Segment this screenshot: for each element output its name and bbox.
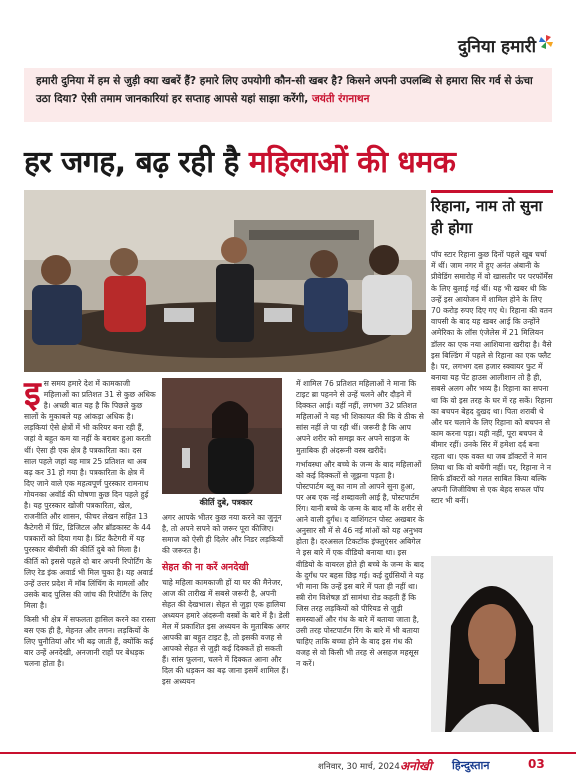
photo-caption: कीर्ति दुबे, पत्रकार: [199, 498, 253, 507]
main-headline: [24, 140, 552, 182]
sidebar-title: रिहाना, नाम तो सुना ही होगा: [431, 190, 553, 239]
supplement-logo: अनोखी: [400, 759, 432, 773]
sidebar-story: [431, 190, 553, 507]
article-paragraph: में शामिल 76 प्रतिशत महिलाओं ने माना कि टाइट ब्रा पहनने से उन्हें चलने और दौड़ने में दिक्कत आई। वहीं नहीं, लगभग 32 प्रतिशत महिलाओं ने यह भी शिकायत की कि वे ठीक से सांस नहीं ले पा रही थीं। जरूरी है कि आप अपने शरीर को समझ कर अपने साइज के मुताबिक ही अंदरूनी वस्त्र खरीदें।: [296, 379, 424, 455]
page-header: [0, 0, 576, 58]
sidebar-body: पॉप स्टार रिहाना कुछ दिनों पहले खूब चर्चा में थीं। जाम नगर में हुए अनंत अंबानी के प्रीवेडिंग समारोह में वो खासतौर पर परफॉर्मेंस के लिए बुलाई गई थीं। यह भी खबर थी कि उन्हें इस आयोजन में शामिल होने के लिए 70 करोड़ रुपए दिए गए थे। रिहाना की वतन वापसी के बाद यह खबर आई कि उन्होंने अमेरिका के लॉस एंजेलेस में 21 मिलियन डॉलर का एक नया आशियाना खरीदा है। वैसे इस बिल्डिंग में पहले से रिहाना का एक फ्लैट है। पर, लगभग दस हजार स्क्वायर फुट में बनाया यह पेंट हाउस आलीशान तो है ही, सबसे अलग और भव्य है। रिहाना का सपना था कि वो इस तरह के घर में रह सकें। रिहाना का बचपन बेहद दुखद था। पिता शराबी थे और घर चलाने के लिए रिहाना को बचपन से काम करना पड़ा। यही नहीं, पूरा बचपन वे बीमार रहीं। उनके सिर में हमेशा दर्द बना रहता था। एक वक्त था जब डॉक्टरों ने मान लिया था कि वो बचेंगी नहीं। पर, रिहाना ने न सिर्फ डॉक्टरों को गलत साबित किया बल्कि अपनी जिजीविषा से एक बेहद सफल पॉप स्टार भी बनीं।: [431, 250, 553, 506]
intro-box: [24, 68, 552, 122]
article-paragraph: अगर आपके भीतर कुछ नया करने का जुनून है, तो अपने सपने को जरूर पूरा कीजिए। समाज को ऐसी ही दिलेर और निडर लड़कियों की जरूरत है।: [162, 513, 284, 556]
newspaper-logo: हिन्दुस्तान: [452, 759, 490, 772]
pinwheel-icon: [538, 34, 554, 50]
headline-part1: हर जगह, बढ़ रही है: [24, 145, 249, 180]
article-column-3: [296, 378, 424, 672]
section-title: दुनिया हमारी: [458, 37, 536, 57]
page-number: 03: [528, 757, 545, 771]
article-paragraph: गर्भावस्था और बच्चे के जन्म के बाद महिलाओं को कई दिक्कतों से जूझना पड़ता है। पोस्टपार्टम ब्लू का नाम तो आपने सुना हुआ, पर अब एक नई शब्दावली आई है, पोस्टपार्टम रिंग। यानी बच्चे के जन्म के बाद माँ के शरीर से आने वाली दुर्गंध। द वाशिंगटन पोस्ट अखबार के अनुसार सौ में से 46 नई मांओं को यह अनुभव होता है। दरअसल टिकटॉक इंफ्लुएंसर अबिगेल ने इस बारे में एक वीडियो बनाया था। इस वीडियो के वायरल होते ही बच्चे के जन्म के बाद के दुर्गंध पर बहस छिड़ गई। कई दुर्ग्रसियों ने यह भी माना कि उन्हें इस बारे में पता ही नहीं था। स्त्री रोग विशेषज्ञ डॉ सामंथा रोड कहती हैं कि जिस तरह लड़कियों को पीरियड से जुड़ी समस्याओं और गंध के बारे में बताया जाता है, उसी तरह पोस्टपार्टम रिंग के बारे में भी बताया चाहिए ताकि बच्चा होने के बाद इस गंध की वजह से वो किसी भी तरह से असहज महसूस न करें।: [296, 459, 425, 669]
journalist-photo: [162, 378, 282, 494]
author-byline: जयंती रंगनाथन: [311, 93, 370, 105]
article-paragraph: किसी भी क्षेत्र में सफलता हासिल करने का रास्ता बस एक ही है, मेहनत और लगन। लड़कियों के लिए चुनौतियां और भी बढ़ जाती हैं, क्योंकि कई बार उन्हें अनदेखी, अनजानी राहों पर बेधड़क चलना होता है।: [24, 614, 156, 669]
section-subhead: सेहत की ना करें अनदेखी: [162, 562, 249, 574]
boardroom-photo: [24, 190, 426, 372]
drop-cap: इ: [24, 374, 41, 414]
article-paragraph: चाहे महिला कामकाजी हों या घर की मैनेजर, आज की तारीख में सबसे जरूरी है, अपनी सेहत की देखभाल। सेहत से जुड़ा एक हालिया अध्ययन हमारे अंदरूनी वस्त्रों के बारे में है। डेली मेल में प्रकाशित इस अध्ययन के मुताबिक अगर आपकी ब्रा बहुत टाइट है, तो इसकी वजह से आपको सेहत से जुड़ी कई दिक्कतें हो सकती हैं। सांस फूलना, चलने में दिक्कत आना और दिल की धड़कन का बढ़ जाना इसमें शामिल हैं। इस अध्ययन: [162, 577, 290, 687]
article-column-2: [162, 378, 290, 691]
article-column-1: [24, 374, 156, 672]
page-footer: [0, 752, 576, 777]
headline-part2: महिलाओं की धमक: [248, 145, 456, 180]
intro-text: हमारी दुनिया में हम से जुड़ी क्या खबरें हैं? हमारे लिए उपयोगी कौन-सी खबर है? किसने अपनी उपलब्धि से हमारा सिर गर्व से ऊंचा उठा दिया? ऐसी तमाम जानकारियां हर सप्ताह आपसे यहां साझा करेंगी,: [36, 75, 533, 105]
rihanna-portrait: [431, 556, 553, 732]
article-paragraph: इस समय हमारे देश में कामकाजी महिलाओं का प्रतिशत 31 से कुछ अधिक है। अच्छी बात यह है कि पिछले कुछ सालों के मुकाबले यह आंकड़ा अधिक है। लड़कियां ऐसे क्षेत्रों में भी करियर बना रही हैं, जहां वे बहुत कम या नहीं के बराबर हुआ करती थीं। ऐसा ही एक क्षेत्र है पत्रकारिता का। दस साल पहले जहां यह मात्र 25 प्रतिशत था अब बढ़ कर 31 हो गया है। पत्रकारिता के क्षेत्र में दिए जाने वाले एक महत्वपूर्ण पुरस्कार रामनाथ गोयनका अवॉर्ड की घोषणा कुछ दिन पहले हुई है। यह पुरस्कार खोजी पत्रकारिता, खेल, राजनीति और शासन, फीचर लेखन सहित 13 कैटेगरी में प्रिंट, डिजिटल और ब्रॉडकास्ट के 44 पत्रकारों को दिया गया है। प्रिंट कैटेगरी में यह पुरस्कार बीबीसी की कीर्ति दुबे को मिला है। कीर्ति को इससे पहले दो बार अपनी रिपोर्टिंग के लिए रेड इंक अवार्ड भी मिल चुका है। यह अवार्ड उन्हें उत्तर प्रदेश में मॉब लिंचिंग के मामलों और उसके बाद पुलिस की जांच की रिपोर्टिंग के लिए मिला है।: [24, 374, 156, 610]
issue-date: शनिवार, 30 मार्च, 2024: [318, 762, 400, 772]
